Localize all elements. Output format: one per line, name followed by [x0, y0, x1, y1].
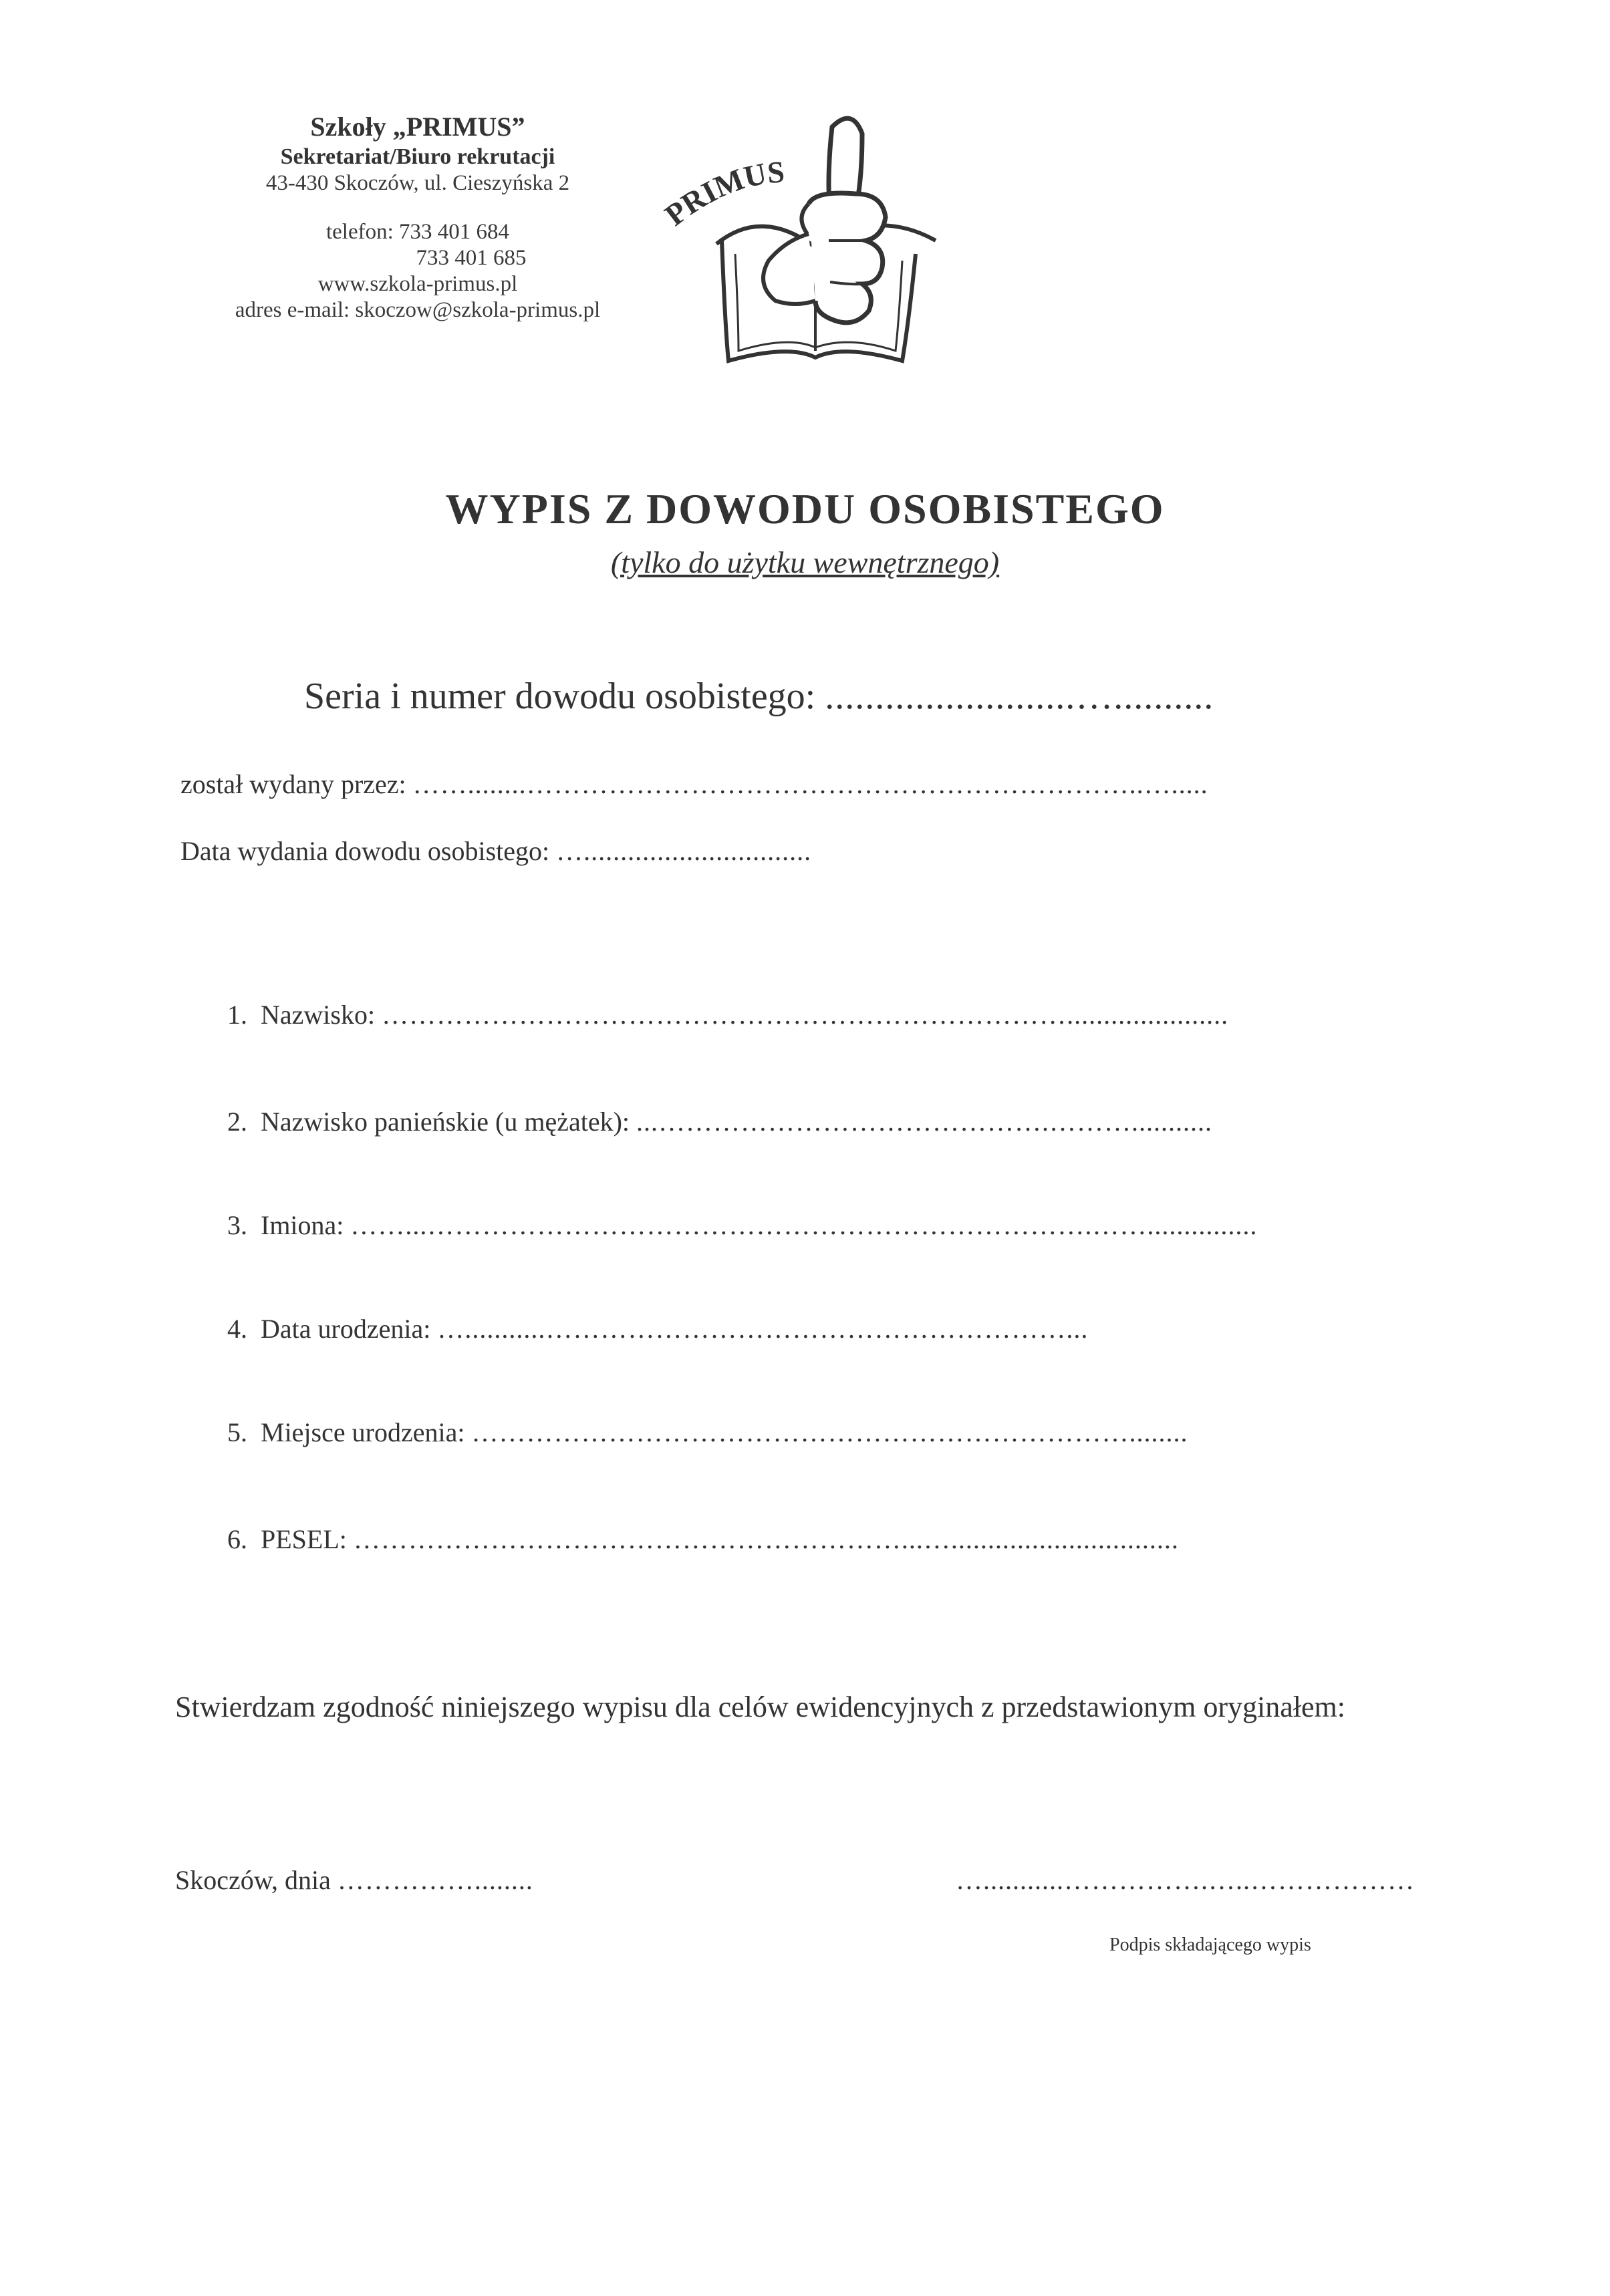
maiden-name-label: Nazwisko panieńskie (u mężatek):: [261, 1107, 637, 1137]
email: adres e-mail: skoczow@szkola-primus.pl: [235, 298, 601, 322]
logo-text: PRIMUS: [658, 154, 786, 233]
department-name: Sekretariat/Biuro rekrutacji: [280, 144, 555, 169]
item-number: 3.: [227, 1210, 247, 1240]
maiden-name-dots: ...…………………………………….………...........: [636, 1107, 1213, 1137]
place-date-label: Skoczów, dnia: [175, 1865, 338, 1895]
first-names-field[interactable]: [227, 1209, 1323, 1241]
school-header: [180, 114, 655, 321]
id-series-dots: .........................…..........: [825, 676, 1214, 717]
surname-field[interactable]: [227, 999, 1323, 1030]
birth-date-label: Data urodzenia:: [261, 1314, 438, 1344]
item-number: 5.: [227, 1417, 247, 1447]
first-names-dots: ……...……………………………………………………………….……...............: [350, 1210, 1258, 1240]
issue-date-dots: …...............................: [556, 836, 812, 866]
pesel-dots: ……………………………………………………...…...............................: [353, 1524, 1179, 1554]
birth-place-dots: ………………………………………………………………........: [471, 1417, 1188, 1447]
birth-place-field[interactable]: [227, 1417, 1323, 1448]
birth-place-label: Miejsce urodzenia:: [261, 1417, 472, 1447]
signature-caption: Podpis składającego wypis: [1109, 1934, 1311, 1955]
phone-line-1: telefon: 733 401 684: [325, 220, 510, 244]
item-number: 1.: [227, 1000, 247, 1030]
birth-date-dots: …...........…………………………………………………...: [437, 1314, 1089, 1344]
place-date-dots: ……………........: [337, 1865, 533, 1895]
issued-by-label: został wydany przez:: [180, 769, 413, 799]
pesel-label: PESEL:: [261, 1524, 354, 1554]
school-address: 43-430 Skoczów, ul. Cieszyńska 2: [265, 171, 570, 195]
id-series-label: Seria i numer dowodu osobistego:: [304, 676, 825, 717]
item-number: 2.: [227, 1107, 247, 1137]
school-name: Szkoły „PRIMUS”: [310, 112, 525, 142]
website: www.szkola-primus.pl: [317, 272, 518, 296]
signature-dots: …...........…………….…..………………: [956, 1865, 1415, 1895]
surname-label: Nazwisko:: [261, 1000, 382, 1030]
item-number: 6.: [227, 1524, 247, 1554]
issued-by-dots: ……........…………………………………………………………..…: [412, 769, 1172, 799]
id-series-field[interactable]: [304, 675, 1320, 718]
surname-dots: …………………………………………………………………......................: [382, 1000, 1229, 1030]
pesel-field[interactable]: [227, 1524, 1323, 1555]
document-subtitle: (tylko do użytku wewnętrznego): [610, 545, 1000, 579]
maiden-name-field[interactable]: [227, 1106, 1323, 1137]
phone-line-2: 733 401 685: [416, 246, 527, 270]
document-title: WYPIS Z DOWODU OSOBISTEGO: [445, 485, 1165, 533]
issue-date-label: Data wydania dowodu osobistego:: [180, 836, 557, 866]
conformity-statement: Stwierdzam zgodność niniejszego wypisu dla celów ewidencyjnych z przedstawionym oryginałem:: [175, 1691, 1345, 1723]
item-number: 4.: [227, 1314, 247, 1344]
issued-by-field[interactable]: [180, 768, 1417, 800]
signature-field[interactable]: [956, 1864, 1430, 1896]
issued-by-dots-end: .....: [1171, 769, 1208, 799]
thumbs-up-book-logo-icon: [655, 107, 976, 374]
issue-date-field[interactable]: [180, 835, 982, 867]
birth-date-field[interactable]: [227, 1313, 1323, 1344]
place-date-field[interactable]: [175, 1864, 643, 1896]
first-names-label: Imiona:: [261, 1210, 351, 1240]
